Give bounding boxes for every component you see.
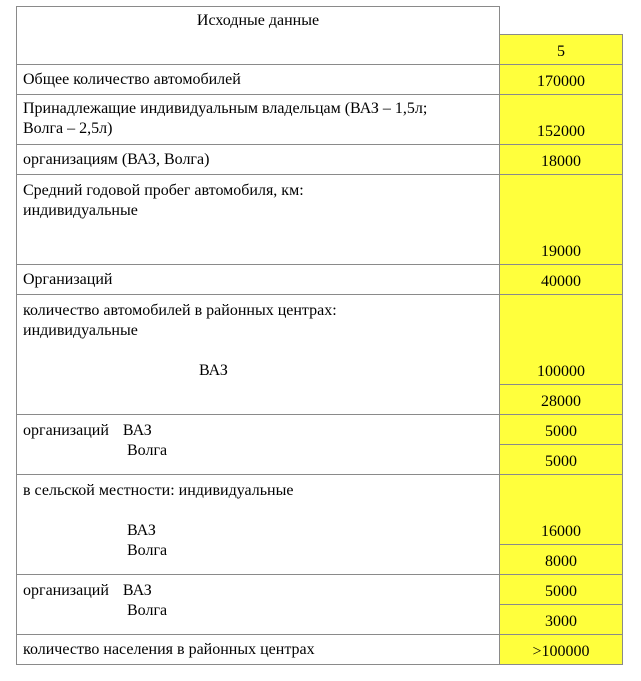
row-value (500, 445, 623, 475)
header-variant-value: 5 (557, 43, 565, 60)
row-value (500, 65, 623, 95)
row-label-text: Общее количество автомобилей (23, 70, 241, 88)
row-value (500, 265, 623, 295)
row-label (17, 575, 500, 635)
row-value-text: 5000 (545, 453, 577, 470)
row-value (500, 545, 623, 575)
row-value-text: 152000 (537, 123, 585, 140)
row-label (17, 265, 500, 295)
row-value-text: 28000 (541, 393, 581, 410)
row-label-line: Средний годовой пробег автомобиля, км: (23, 182, 304, 199)
row-label-text: организаций (23, 582, 109, 599)
row-label (17, 65, 500, 95)
table-row (17, 415, 623, 445)
row-sub-label: Волга (127, 542, 168, 559)
row-label-text: организациям (ВАЗ, Волга) (23, 150, 210, 168)
row-value (500, 145, 623, 175)
row-value (500, 415, 623, 445)
row-value-text: 8000 (545, 553, 577, 570)
table-row (17, 295, 623, 385)
row-label (17, 295, 500, 415)
header-variant-cell (500, 35, 623, 65)
row-label-text: Организаций (23, 270, 113, 288)
row-value-text: >100000 (532, 643, 590, 660)
row-value (500, 635, 623, 665)
row-value-text: 40000 (541, 273, 581, 290)
row-label (17, 175, 500, 265)
table-row (17, 635, 623, 665)
row-label-text: в сельской местности: индивидуальные (23, 482, 294, 499)
row-value (500, 575, 623, 605)
row-value-text: 170000 (537, 73, 585, 90)
table-row (17, 265, 623, 295)
row-value-text: 16000 (541, 523, 581, 540)
table-row (17, 145, 623, 175)
header-blank-cell (500, 7, 623, 35)
row-value (500, 95, 623, 145)
row-value-text: 18000 (541, 153, 581, 170)
row-value (500, 475, 623, 545)
row-label-text: количество населения в районных центрах (23, 640, 315, 658)
row-label-line: количество автомобилей в районных центрах: (23, 302, 337, 319)
row-label (17, 635, 500, 665)
row-sub-label: ВАЗ (199, 362, 228, 379)
row-value (500, 605, 623, 635)
row-value-text: 19000 (541, 243, 581, 260)
row-value (500, 175, 623, 265)
header-title-text: Исходные данные (196, 12, 320, 29)
table-row (17, 175, 623, 265)
row-value-text: 3000 (545, 613, 577, 630)
row-sub-label: ВАЗ (122, 422, 152, 439)
row-label-line: Принадлежащие индивидуальным владельцам (ВАЗ – 1,5л; (23, 100, 428, 117)
row-label (17, 95, 500, 145)
row-label (17, 145, 500, 175)
table-row (17, 575, 623, 605)
row-label-line: индивидуальные (23, 322, 138, 339)
table-header-title (17, 7, 500, 65)
row-sub-label: ВАЗ (122, 582, 152, 599)
row-sub-label: ВАЗ (127, 522, 156, 539)
source-data-table (16, 6, 623, 665)
row-sub-label: Волга (127, 602, 168, 619)
row-sub-label: Волга (127, 442, 168, 459)
row-value-text: 5000 (545, 583, 577, 600)
table-row (17, 65, 623, 95)
row-value (500, 295, 623, 385)
table-row (17, 95, 623, 145)
row-value-text: 5000 (545, 423, 577, 440)
row-label (17, 475, 500, 575)
row-label-line: Волга – 2,5л) (23, 120, 113, 137)
row-label (17, 415, 500, 475)
row-value-text: 100000 (537, 363, 585, 380)
table-row (17, 475, 623, 545)
row-label-text: организаций (23, 422, 109, 439)
row-value (500, 385, 623, 415)
row-label-line: индивидуальные (23, 202, 138, 219)
